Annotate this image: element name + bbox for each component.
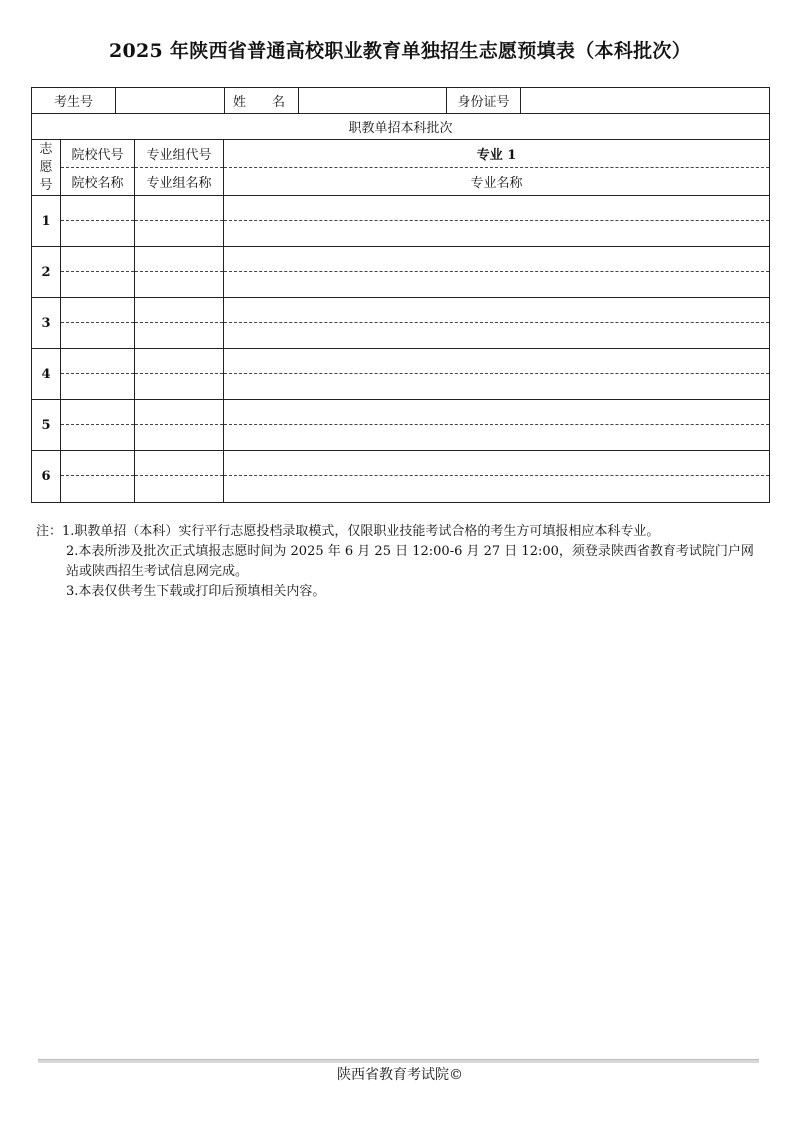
school-cell[interactable] bbox=[61, 400, 135, 450]
choice-row bbox=[32, 451, 769, 502]
major-cell[interactable] bbox=[224, 349, 769, 399]
notes-section bbox=[36, 522, 766, 602]
choice-number: 6 bbox=[32, 451, 61, 502]
name-label: 姓 名 bbox=[225, 88, 299, 113]
choice-row bbox=[32, 400, 769, 451]
school-cell[interactable] bbox=[61, 349, 135, 399]
page-title: 2025 年陕西省普通高校职业教育单独招生志愿预填表（本科批次） bbox=[108, 40, 692, 62]
group-cell[interactable] bbox=[135, 247, 224, 297]
school-cell[interactable] bbox=[61, 247, 135, 297]
name-field[interactable] bbox=[299, 88, 447, 113]
choice-number: 2 bbox=[32, 247, 61, 297]
group-cell[interactable] bbox=[135, 298, 224, 348]
major-name-header: 专业名称 bbox=[470, 175, 523, 191]
batch-label: 职教单招本科批次 bbox=[32, 114, 769, 140]
choice-no-header bbox=[32, 140, 61, 195]
school-header bbox=[61, 140, 135, 195]
group-header bbox=[135, 140, 224, 195]
id-field[interactable] bbox=[521, 88, 769, 113]
major-header bbox=[224, 140, 769, 195]
note-3: 3.本表仅供考生下载或打印后预填相关内容。 bbox=[66, 584, 326, 599]
major-cell[interactable] bbox=[224, 400, 769, 450]
choice-number: 1 bbox=[32, 196, 61, 246]
school-name-header: 院校名称 bbox=[71, 175, 124, 191]
id-label: 身份证号 bbox=[447, 88, 521, 113]
major-cell[interactable] bbox=[224, 247, 769, 297]
choice-row bbox=[32, 349, 769, 400]
group-cell[interactable] bbox=[135, 196, 224, 246]
major-cell[interactable] bbox=[224, 451, 769, 502]
major-cell[interactable] bbox=[224, 196, 769, 246]
group-cell[interactable] bbox=[135, 400, 224, 450]
major1-header: 专业 1 bbox=[224, 140, 769, 168]
note-2: 2.本表所涉及批次正式填报志愿时间为 2025 年 6 月 25 日 12:00-6 月 27 日 12:00，须登录陕西省教育考试院门户网站或陕西招生考试信息网完成。 bbox=[66, 544, 754, 579]
group-cell[interactable] bbox=[135, 451, 224, 502]
group-cell[interactable] bbox=[135, 349, 224, 399]
choice-row bbox=[32, 247, 769, 298]
exam-no-label: 考生号 bbox=[32, 88, 116, 113]
choice-number: 5 bbox=[32, 400, 61, 450]
choice-number: 4 bbox=[32, 349, 61, 399]
choice-no-char: 志 bbox=[39, 141, 53, 157]
school-cell[interactable] bbox=[61, 298, 135, 348]
group-code-header: 专业组代号 bbox=[135, 140, 223, 168]
choice-row bbox=[32, 298, 769, 349]
school-cell[interactable] bbox=[61, 451, 135, 502]
table-header bbox=[32, 140, 769, 196]
candidate-info-row bbox=[32, 88, 769, 114]
school-code-header: 院校代号 bbox=[61, 140, 134, 168]
exam-no-field[interactable] bbox=[116, 88, 225, 113]
application-form-table bbox=[31, 87, 770, 503]
school-cell[interactable] bbox=[61, 196, 135, 246]
choice-no-char: 愿 bbox=[39, 159, 53, 175]
choice-number: 3 bbox=[32, 298, 61, 348]
footer-copyright: 陕西省教育考试院© bbox=[337, 1067, 463, 1083]
major-cell[interactable] bbox=[224, 298, 769, 348]
choice-no-char: 号 bbox=[39, 177, 53, 193]
note-1: 注：1.职教单招（本科）实行平行志愿投档录取模式，仅限职业技能考试合格的考生方可填报相应本科专业。 bbox=[36, 524, 660, 539]
footer-divider bbox=[38, 1059, 759, 1063]
choice-row bbox=[32, 196, 769, 247]
group-name-header: 专业组名称 bbox=[146, 175, 212, 191]
